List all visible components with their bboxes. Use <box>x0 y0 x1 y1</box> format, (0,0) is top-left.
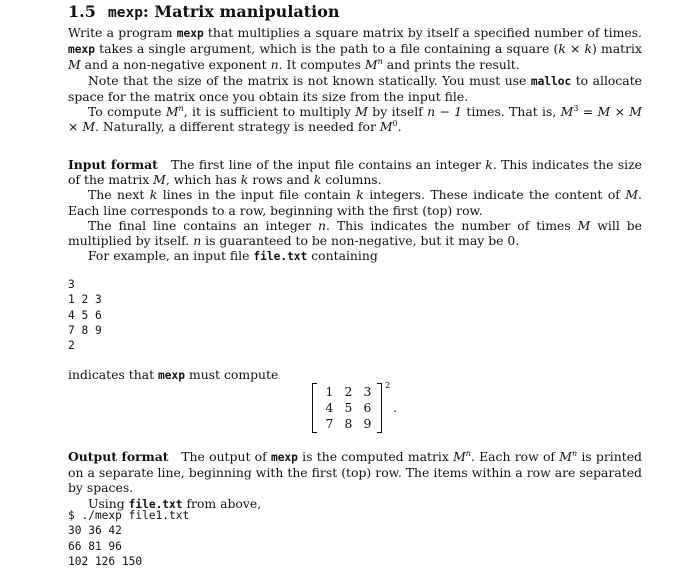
compute-strategy-paragraph: To compute $M^n$, it is sufficient to multiply M by itself n − 1 times. That is, $M^3 = M \times M \times M$. Naturally, a different strategy is needed for $M^0$. <box>68 104 642 135</box>
input-format-section <box>68 157 642 264</box>
matrix-cell: 3 <box>363 384 372 399</box>
matrix-cell: 9 <box>363 416 372 431</box>
code-line: $ ./mexp file1.txt <box>68 509 190 522</box>
section-program-name: mexp <box>108 5 143 21</box>
output-session-listing <box>68 508 189 569</box>
intro-section <box>68 25 642 134</box>
exponent-description-paragraph: The final line contains an integer n. This indicates the number of times M will be multiplied by itself. n is guaranteed to be non-negative, but it may be 0. <box>68 217 642 249</box>
code-line: 4 5 6 <box>68 308 102 322</box>
matrix-expression <box>312 383 402 433</box>
intro-paragraph: Write a program mexp that multiplies a square matrix by itself a specified number of times. mexp takes a single argument, which is the path to a file containing a square (k × k) matrix M and a non-negative exponent n. It computes $M^n$ and prints the result. <box>68 25 642 73</box>
output-format-paragraph: Output format The output of mexp is the computed matrix $M^n$. Each row of $M^n$ is printed on a separate line, beginning with the first (top) row. The items within a row are separated by spaces. <box>68 449 642 496</box>
matrix-exponent: 2 <box>385 381 391 391</box>
matrix-cell: 1 <box>325 384 334 399</box>
matrix-cell: 6 <box>363 400 372 415</box>
section-title: : Matrix manipulation <box>142 2 340 21</box>
matrix-row <box>320 400 377 416</box>
matrix-grid <box>320 384 377 432</box>
right-bracket <box>377 383 382 433</box>
input-format-paragraph: Input format The first line of the input file contains an integer k. This indicates the size of the matrix M, which has k rows and k columns. <box>68 157 642 188</box>
matrix-cell: 8 <box>344 416 353 431</box>
code-line: 3 <box>68 278 75 291</box>
matrix-row <box>320 416 377 432</box>
left-bracket <box>312 383 317 433</box>
matrix-cell: 5 <box>344 400 353 415</box>
example-intro-paragraph: For example, an input file file.txt containing <box>88 248 378 264</box>
code-line: 30 36 42 <box>68 524 122 538</box>
using-example-paragraph: Using file.txt from above, <box>88 495 262 511</box>
code-line: 1 2 3 <box>68 293 102 307</box>
code-line: 102 126 150 <box>68 554 143 568</box>
malloc-note-paragraph: Note that the size of the matrix is not known statically. You must use malloc to allocate space for the matrix once you obtain its size from the input file. <box>68 72 643 104</box>
matrix-period: . <box>393 400 397 415</box>
compute-sentence: indicates that mexp must compute <box>68 367 279 382</box>
matrix-cell: 4 <box>325 400 334 415</box>
code-line: 2 <box>68 339 75 353</box>
matrix-row <box>320 384 377 400</box>
input-format-heading: Input format <box>68 157 158 172</box>
section-heading <box>68 2 668 23</box>
output-format-section <box>68 449 642 512</box>
rows-description-paragraph: The next k lines in the input file contain k integers. These indicate the content of M. Each line corresponds to a row, beginning with the first (top) row. <box>68 187 642 218</box>
matrix-cell: 7 <box>325 416 334 431</box>
code-line: 66 81 96 <box>68 539 122 553</box>
input-file-listing <box>68 277 102 353</box>
code-line: 7 8 9 <box>68 323 102 337</box>
output-format-heading: Output format <box>68 449 169 464</box>
section-number: 1.5 <box>68 2 96 21</box>
matrix-cell: 2 <box>344 384 353 399</box>
